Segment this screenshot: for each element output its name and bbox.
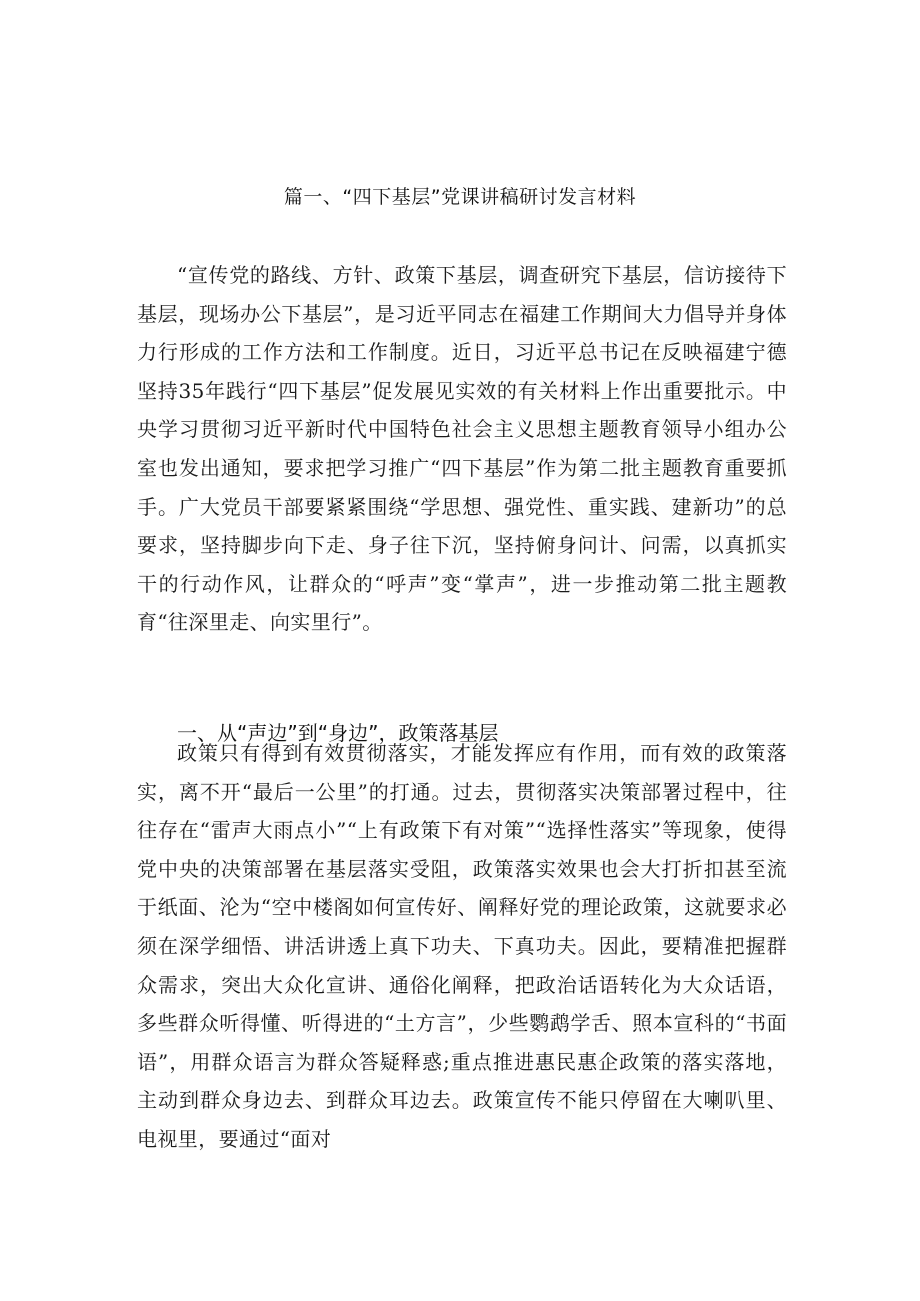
body-paragraph-section-1: 政策只有得到有效贯彻落实，才能发挥应有作用，而有效的政策落实，离不开“最后一公里”的打通。过去，贯彻落实决策部署过程中，往往存在“雷声大雨点小”“上有政策下有对策”“选择性落实”等现象，使得党中央的决策部署在基层落实受阻，政策落实效果也会大打折扣甚至流于纸面、沦为“空中楼阁如何宣传好、阐释好党的理论政策，这就要求必须在深学细悟、讲活讲透上真下功夫、下真功夫。因此，要精准把握群众需求，突出大众化宣讲、通俗化阐释，把政治话语转化为大众话语，多些群众听得懂、听得进的“土方言”，少些鹦鹉学舌、照本宣科的“书面语”，用群众语言为群众答疑释惑;重点推进惠民惠企政策的落实落地，主动到群众身边去、到群众耳边去。政策宣传不能只停留在大喇叭里、电视里，要通过“面对 xyxy=(137,741,787,1151)
section-heading-1: 一、从“声边”到“身边”，政策落基层 xyxy=(177,721,499,745)
document-title: 篇一、“四下基层”党课讲稿研讨发言材料 xyxy=(283,186,637,208)
body-paragraph-intro: “宣传党的路线、方针、政策下基层，调查研究下基层，信访接待下基层，现场办公下基层”，是习近平同志在福建工作期间大力倡导并身体力行形成的工作方法和工作制度。近日，习近平总书记在反映福建宁德坚持35年践行“四下基层”促发展见实效的有关材料上作出重要批示。中央学习贯彻习近平新时代中国特色社会主义思想主题教育领导小组办公室也发出通知，要求把学习推广“四下基层”作为第二批主题教育重要抓手。广大党员干部要紧紧围绕“学思想、强党性、重实践、建新功”的总要求，坚持脚步向下走、身子往下沉，坚持俯身问计、问需，以真抓实干的行动作风，让群众的“呼声”变“掌声”，进一步推动第二批主题教育“往深里走、向实里行”。 xyxy=(137,263,787,635)
